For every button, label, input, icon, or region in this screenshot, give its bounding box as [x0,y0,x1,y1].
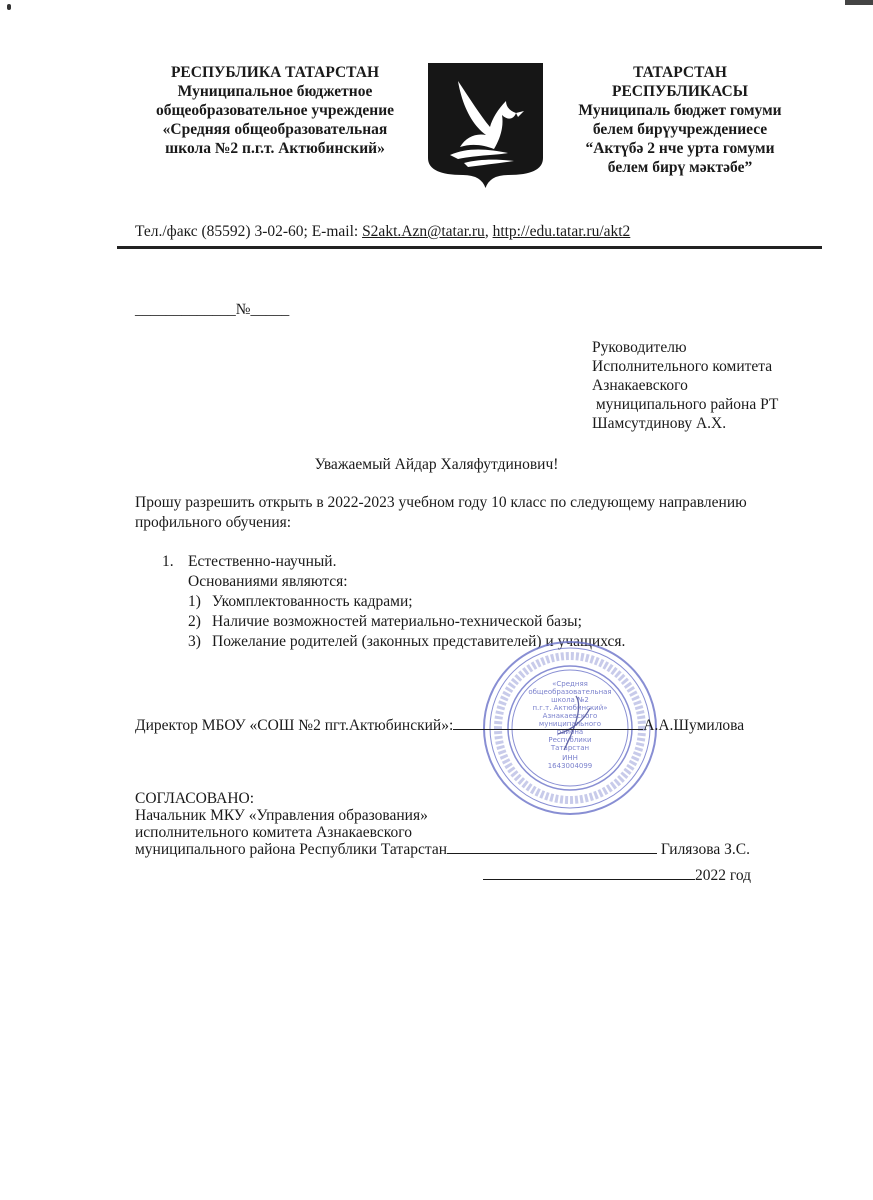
header-right-line: белем бирүучреждениесе [592,121,768,138]
stamp-line: школа №2 [551,696,589,704]
addressee-line: Руководителю [592,339,687,356]
header-divider [117,246,822,249]
addressee-line: муниципального района РТ [592,396,779,413]
emblem-logo [428,63,543,188]
header-right-line: РЕСПУБЛИКАСЫ [612,83,748,100]
ground-text: Наличие возможностей материально-технической базы; [212,613,582,630]
header-left-block [125,63,425,158]
approval-block [135,790,750,858]
list-item-text: Естественно-научный. [188,553,337,570]
contacts-separator: , [484,223,493,240]
stamp-line: п.г.т. Актюбинский» [532,704,608,712]
header-left-line: Муниципальное бюджетное [177,83,373,100]
scan-mark [7,4,11,10]
greeting: Уважаемый Айдар Халяфутдинович! [314,456,559,473]
addressee-line: Исполнительного комитета [592,358,773,375]
approval-name: Гилязова З.С. [657,841,750,858]
approval-signature-row [135,841,750,858]
director-name: А.А.Шумилова [643,717,745,734]
ground-text: Укомплектованность кадрами; [212,593,413,610]
contacts-prefix: Тел./факс (85592) 3-02-60; E-mail: [135,223,363,240]
header-right-line: Муниципаль бюджет гомуми [578,102,782,119]
document-number-line: _____________№_____ [135,301,290,318]
approval-line: Начальник МКУ «Управления образования» [135,807,428,824]
stamp-line: Республики [548,736,592,744]
header-left-line: общеобразовательное учреждение [155,102,395,119]
date-line [483,867,751,885]
website-link[interactable]: http://edu.tatar.ru/akt2 [492,223,631,240]
header-right-block [545,63,815,177]
approval-line: исполнительного комитета Азнакаевского [135,824,412,841]
addressee-block [592,338,778,433]
ground-number: 3) [188,633,201,650]
stamp-line: Татарстан [550,744,590,752]
header-left-line: РЕСПУБЛИКА ТАТАРСТАН [170,64,380,81]
director-signature-line [135,717,744,735]
stamp-line: ИНН [562,754,578,762]
signature-blank [447,853,657,854]
grounds-label: Основаниями являются: [188,573,348,590]
email-link[interactable]: S2akt.Azn@tatar.ru [362,223,485,240]
scan-corner-mark [845,0,873,5]
list-item-number: 1. [162,553,174,570]
addressee-line: Азнакаевского [592,377,688,394]
stamp-line: района [556,728,584,736]
addressee-line: Шамсутдинову А.Х. [592,415,727,432]
header-right-line: “Актүбә 2 нче урта гомуми [585,140,775,157]
stamp-line: 1643004099 [547,762,593,770]
header-left-line: школа №2 п.г.т. Актюбинский» [165,140,385,157]
header-left-line: «Средняя общеобразовательная [162,121,388,138]
ground-text: Пожелание родителей (законных представителей) и учащихся. [212,633,626,650]
stamp-line: Азнакаевского [542,712,598,720]
body-paragraph: Прошу разрешить открыть в 2022-2023 учебном году 10 класс по следующему направлению профильного обучения: [135,494,747,531]
signature-blank [453,729,643,730]
contacts-line [135,223,630,241]
director-label: Директор МБОУ «СОШ №2 пгт.Актюбинский»: [135,717,454,734]
date-year: 2022 год [695,867,752,884]
stamp-line: общеобразовательная [528,688,612,696]
approval-title: СОГЛАСОВАНО: [135,790,255,807]
header-right-line: ТАТАРСТАН [633,64,727,81]
bird-emblem-icon [428,63,543,188]
stamp-line: муниципального [538,720,602,728]
stamp-line: «Средняя [552,680,588,688]
ground-number: 1) [188,593,201,610]
approval-line: муниципального района Республики Татарстан [135,841,448,858]
header-right-line: белем бирү мәктәбе” [607,159,753,176]
date-blank [483,879,695,880]
ground-number: 2) [188,613,201,630]
